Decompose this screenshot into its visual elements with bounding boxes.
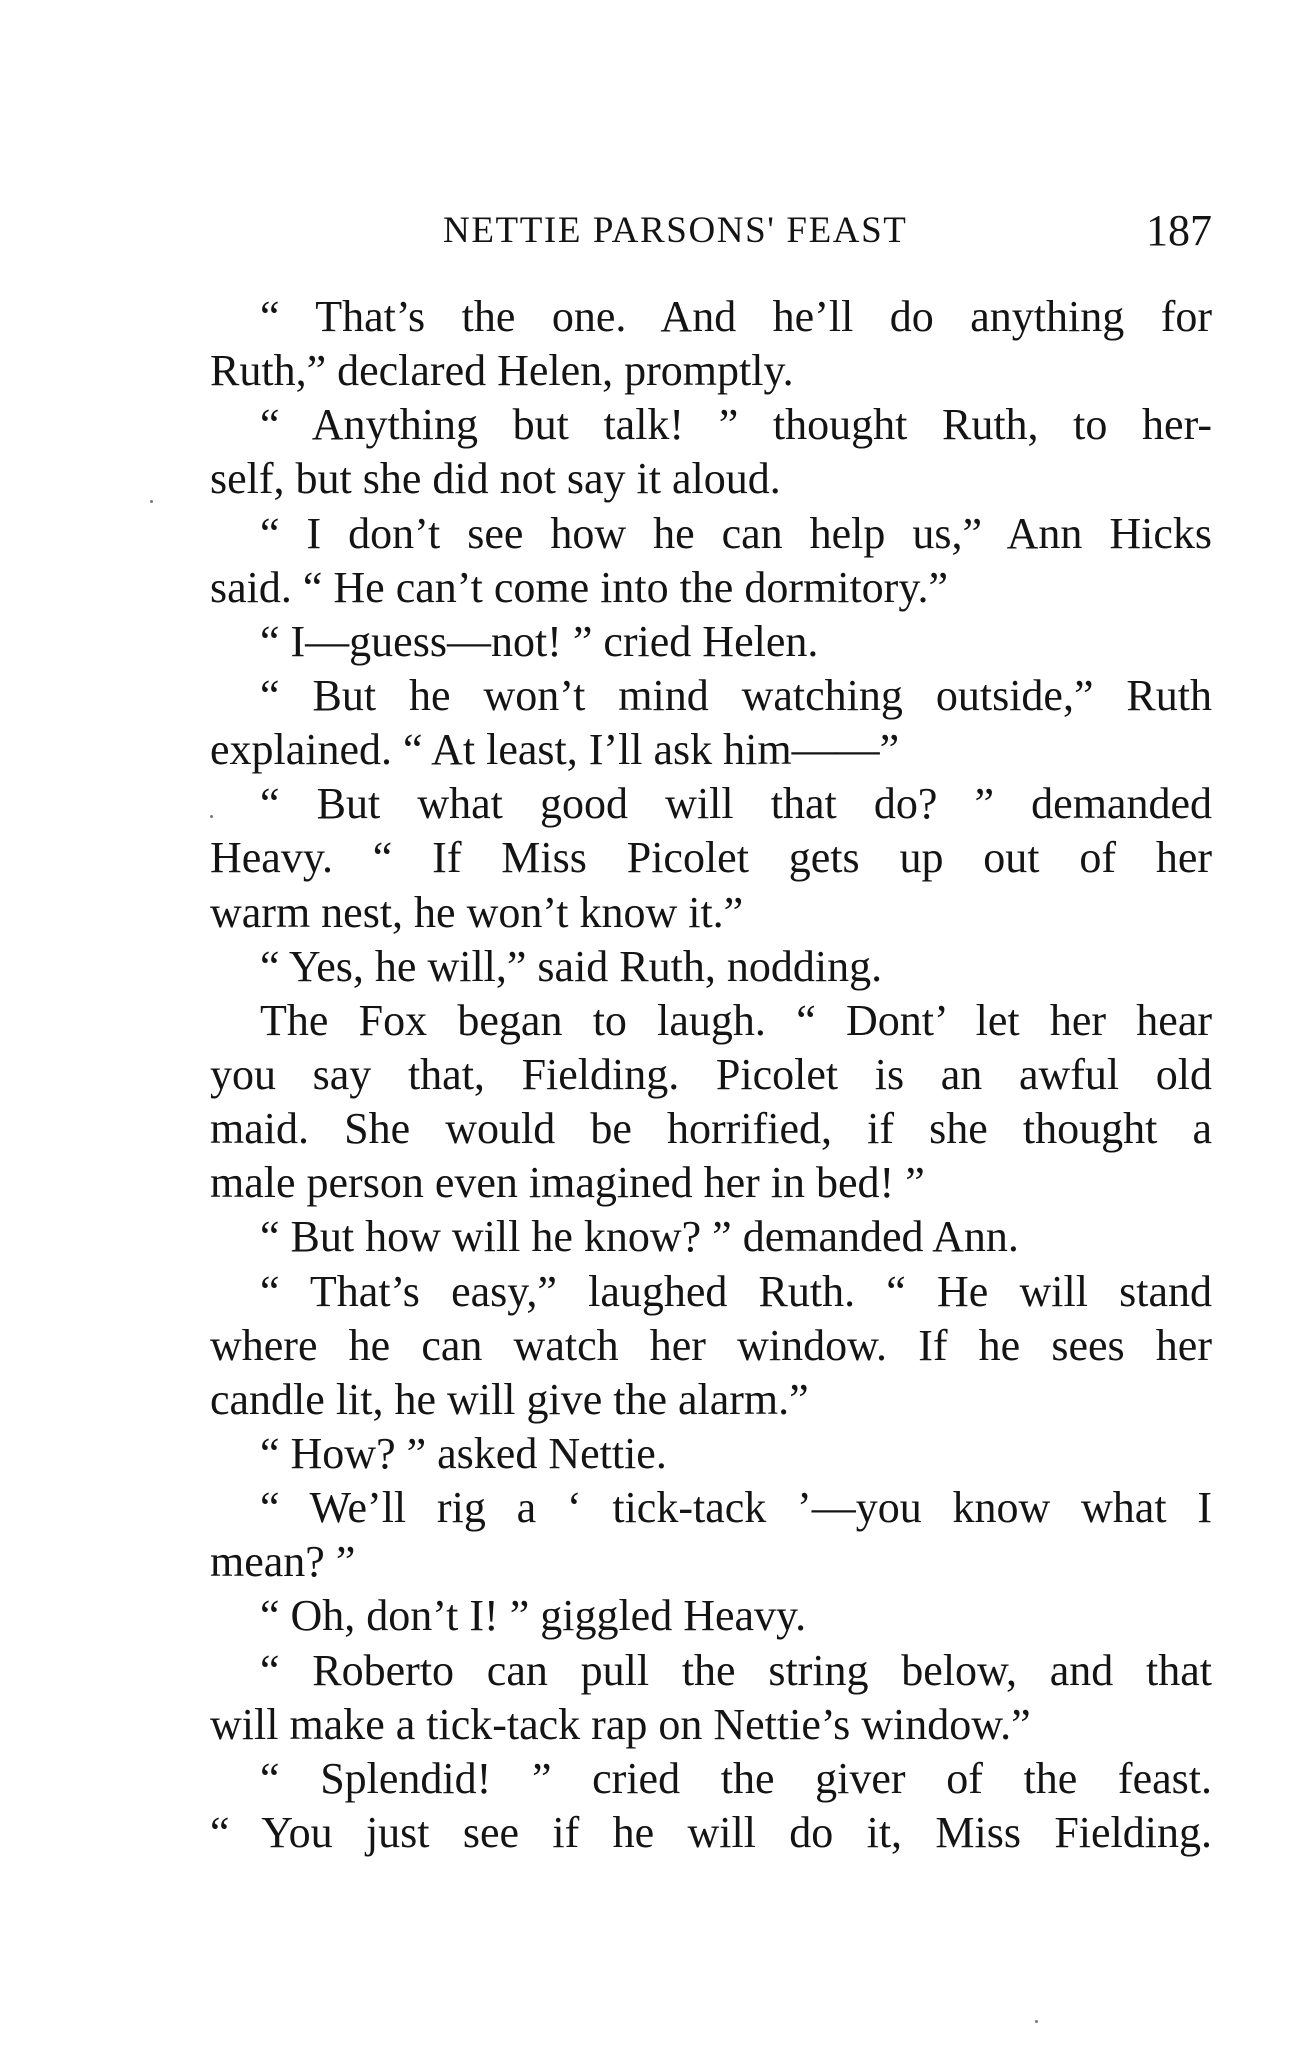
page-number: 187 bbox=[1146, 206, 1212, 255]
text-line: “ That’s easy,” laughed Ruth. “ He will stand bbox=[260, 1266, 1212, 1316]
text-line: “ How? ” asked Nettie. bbox=[260, 1428, 667, 1478]
text-line: “ I—guess—not! ” cried Helen. bbox=[260, 616, 819, 666]
text-line: “ Yes, he will,” said Ruth, nodding. bbox=[260, 941, 883, 991]
text-line: The Fox began to laugh. “ Dont’ let her hear bbox=[260, 995, 1212, 1045]
text-line: male person even imagined her in bed! ” bbox=[210, 1158, 925, 1208]
running-head: NETTIE PARSONS' FEAST bbox=[443, 210, 908, 251]
scan-speck bbox=[150, 500, 153, 503]
text-line: explained. “ At least, I’ll ask him——” bbox=[210, 725, 900, 775]
text-line: warm nest, he won’t know it.” bbox=[210, 887, 744, 937]
text-line: maid. She would be horrified, if she thought a bbox=[210, 1104, 1212, 1154]
text-line: “ Oh, don’t I! ” giggled Heavy. bbox=[260, 1591, 807, 1641]
text-line: will make a tick-tack rap on Nettie’s window.” bbox=[210, 1699, 1031, 1749]
text-line: Heavy. “ If Miss Picolet gets up out of her bbox=[210, 833, 1212, 883]
text-line: “ That’s the one. And he’ll do anything for bbox=[260, 292, 1212, 341]
text-line: “ But he won’t mind watching outside,” Ruth bbox=[260, 670, 1212, 720]
scan-speck bbox=[210, 815, 213, 818]
text-line: self, but she did not say it aloud. bbox=[210, 454, 781, 504]
text-line: candle lit, he will give the alarm.” bbox=[210, 1374, 809, 1424]
text-line: Ruth,” declared Helen, promptly. bbox=[210, 346, 794, 396]
text-line: mean? ” bbox=[210, 1537, 356, 1587]
text-line: said. “ He can’t come into the dormitory.” bbox=[210, 562, 948, 612]
body-text bbox=[210, 290, 1212, 1860]
scan-speck bbox=[1035, 2020, 1038, 2023]
text-line: “ I don’t see how he can help us,” Ann Hicks bbox=[260, 508, 1212, 558]
text-line: “ We’ll rig a ‘ tick-tack ’—you know what I bbox=[260, 1483, 1212, 1533]
text-line: “ You just see if he will do it, Miss Fielding. bbox=[210, 1807, 1212, 1857]
page-header bbox=[210, 205, 1212, 265]
text-line: “ Anything but talk! ” thought Ruth, to her- bbox=[260, 400, 1212, 450]
text-line: “ Splendid! ” cried the giver of the feast. bbox=[260, 1753, 1212, 1803]
text-line: “ But what good will that do? ” demanded bbox=[260, 779, 1212, 829]
text-line: you say that, Fielding. Picolet is an awful old bbox=[210, 1049, 1212, 1099]
text-line: “ But how will he know? ” demanded Ann. bbox=[260, 1212, 1019, 1262]
text-line: “ Roberto can pull the string below, and that bbox=[260, 1645, 1212, 1695]
text-line: where he can watch her window. If he sees her bbox=[210, 1320, 1212, 1370]
